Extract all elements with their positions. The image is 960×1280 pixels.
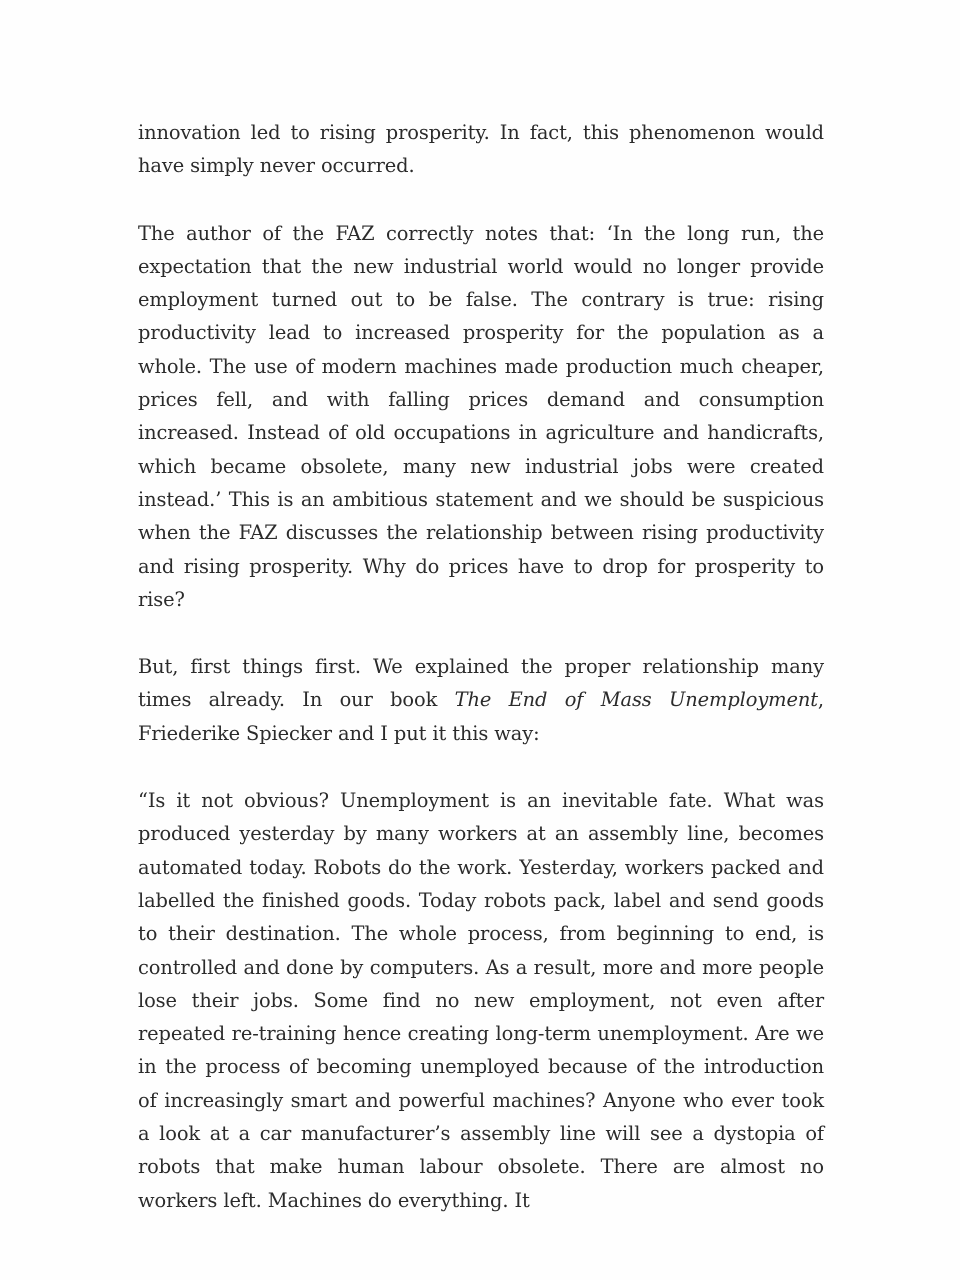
- paragraph: The author of the FAZ correctly notes that: ‘In the long run, the expectation that the new industrial world would no longer provide employment turned out to be false. The contrary is true: rising productivity lead to increased prosperity for the population as a whole. The use of modern machines made production much cheaper, prices fell, and with falling prices demand and consumption increased. Instead of old occupations in agriculture and handicrafts, which became obsolete, many new industrial jobs were created instead.’ This is an ambitious statement and we should be suspicious when the FAZ discusses the relationship between rising productivity and rising prosperity. Why do prices have to drop for prosperity to rise?: [138, 221, 824, 611]
- paragraph: “Is it not obvious? Unemployment is an inevitable fate. What was produced yesterday by many workers at an assembly line, becomes automated today. Robots do the work. Yesterday, workers packed and labelled the finished goods. Today robots pack, label and send goods to their destination. The whole process, from beginning to end, is controlled and done by computers. As a result, more and more people lose their jobs. Some find no new employment, not even after repeated re-training hence creating long-term unemployment. Are we in the process of becoming unemployed because of the introduction of increasingly smart and powerful machines? Anyone who ever took a look at a car manufacturer’s assembly line will see a dystopia of robots that make human labour obsolete. There are almost no workers left. Machines do everything. It: [138, 789, 824, 1212]
- body-text: [138, 116, 824, 1217]
- paragraph-text: , Friederike Spiecker and I put it this way:: [138, 688, 824, 745]
- paragraph: innovation led to rising prosperity. In fact, this phenomenon would have simply never occurred.: [138, 121, 824, 178]
- paragraph-text: But, first things first. We explained the proper relationship many times already. In our book: [138, 655, 824, 712]
- book-title: The End of Mass Unemployment: [454, 688, 818, 712]
- paragraph: [138, 650, 824, 750]
